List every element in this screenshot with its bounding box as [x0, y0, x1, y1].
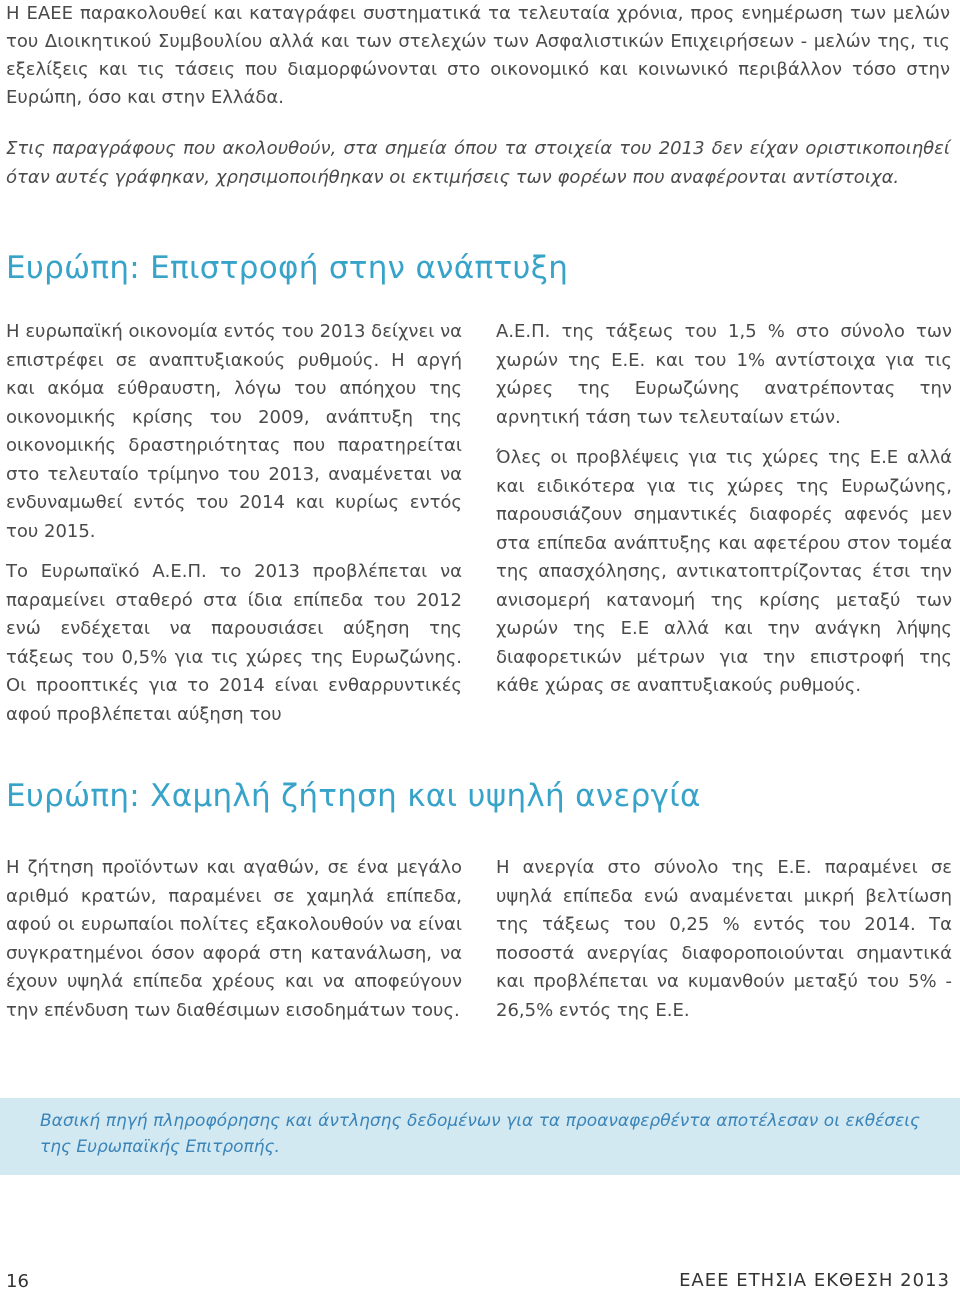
section-heading-growth: Ευρώπη: Επιστροφή στην ανάπτυξη — [6, 250, 569, 286]
section2-right-column — [496, 854, 952, 1037]
section1-paragraph: Το Ευρωπαϊκό Α.Ε.Π. το 2013 προβλέπεται να παραμείνει σταθερό στα ίδια επίπεδα του 2012 ενώ ενδέχεται να παρουσιάσει αύξηση της τάξεως του 0,5% για τις χώρες της Ευρωζώνης. Οι προοπτικές για το 2014 είναι ενθαρρυντικές αφού προβλέπεται αύξηση του — [6, 561, 462, 725]
section2-left-column — [6, 854, 462, 1037]
note-paragraph: Στις παραγράφους που ακολουθούν, στα σημεία όπου τα στοιχεία του 2013 δεν είχαν οριστικοποιηθεί όταν αυτές γράφηκαν, χρησιμοποιήθηκαν οι εκτιμήσεις των φορέων που αναφέρονται αντίστοιχα. — [6, 138, 950, 188]
section2-paragraph: Η ζήτηση προϊόντων και αγαθών, σε ένα μεγάλο αριθμό κρατών, παραμένει σε χαμηλά επίπεδα, αφού οι ευρωπαίοι πολίτες εξακολουθούν να είναι συγκρατημένοι όσον αφορά στη κατανάλωση, να έχουν υψηλά επίπεδα χρέους και να αποφεύγουν την επένδυση των διαθέσιμων εισοδημάτων τους. — [6, 857, 462, 1021]
intro-paragraph: Η ΕΑΕΕ παρακολουθεί και καταγράφει συστηματικά τα τελευταία χρόνια, προς ενημέρωση των μελών του Διοικητικού Συμβουλίου αλλά και των στελεχών των Ασφαλιστικών Επιχειρήσεων - μελών της, τις εξελίξεις και τις τάσεις που διαμορφώνονται στο οικονομικό και κοινωνικό περιβάλλον τόσο στην Ευρώπη, όσο και στην Ελλάδα. — [6, 3, 950, 108]
section1-right-column — [496, 318, 952, 713]
page-number: 16 — [6, 1271, 29, 1292]
section-heading-unemployment: Ευρώπη: Χαμηλή ζήτηση και υψηλή ανεργία — [6, 778, 701, 814]
source-box — [0, 1098, 960, 1175]
section1-paragraph: Α.Ε.Π. της τάξεως του 1,5 % στο σύνολο των χωρών της Ε.Ε. και του 1% αντίστοιχα για τις χώρες της Ευρωζώνης ανατρέποντας την αρνητική τάση των τελευταίων ετών. — [496, 321, 952, 428]
source-note: Βασική πηγή πληροφόρησης και άντλησης δεδομένων για τα προαναφερθέντα αποτέλεσαν οι εκθέσεις της Ευρωπαϊκής Επιτροπής. — [40, 1111, 920, 1157]
section1-left-column — [6, 318, 462, 741]
section1-paragraph: Η ευρωπαϊκή οικονομία εντός του 2013 δείχνει να επιστρέφει σε αναπτυξιακούς ρυθμούς. Η αργή και ακόμα εύθραυστη, λόγω του απόηχου της οικονομικής κρίσης του 2009, ανάπτυξη της οικονομικής δραστηριότητας που παρατηρείται στο τελευταίο τρίμηνο του 2013, αναμένεται να ενδυναμωθεί εντός του 2014 και κυρίως εντός του 2015. — [6, 321, 462, 542]
footer-title: ΕΑΕΕ ΕΤΗΣΙΑ ΕΚΘΕΣΗ 2013 — [679, 1270, 950, 1291]
section2-paragraph: Η ανεργία στο σύνολο της Ε.Ε. παραμένει σε υψηλά επίπεδα ενώ αναμένεται μικρή βελτίωση της τάξεως του 0,25 % εντός του 2014. Τα ποσοστά ανεργίας διαφοροποιούνται σημαντικά και προβλέπεται να κυμανθούν μεταξύ του 5% - 26,5% εντός της Ε.Ε. — [496, 857, 952, 1021]
section1-paragraph: Όλες οι προβλέψεις για τις χώρες της Ε.Ε αλλά και ειδικότερα για τις χώρες της Ευρωζώνης, παρουσιάζουν σημαντικές διαφορές αφενός μεν στα επίπεδα ανάπτυξης και αφετέρου στον τομέα της απασχόλησης, αντικατοπτρίζοντας έτσι την ανισομερή κατανομή της κρίσης μεταξύ των χωρών της Ε.Ε αλλά και την ανάγκη λήψης διαφορετικών μέτρων για την επιστροφή της κάθε χώρας σε αναπτυξιακούς ρυθμούς. — [496, 447, 952, 696]
